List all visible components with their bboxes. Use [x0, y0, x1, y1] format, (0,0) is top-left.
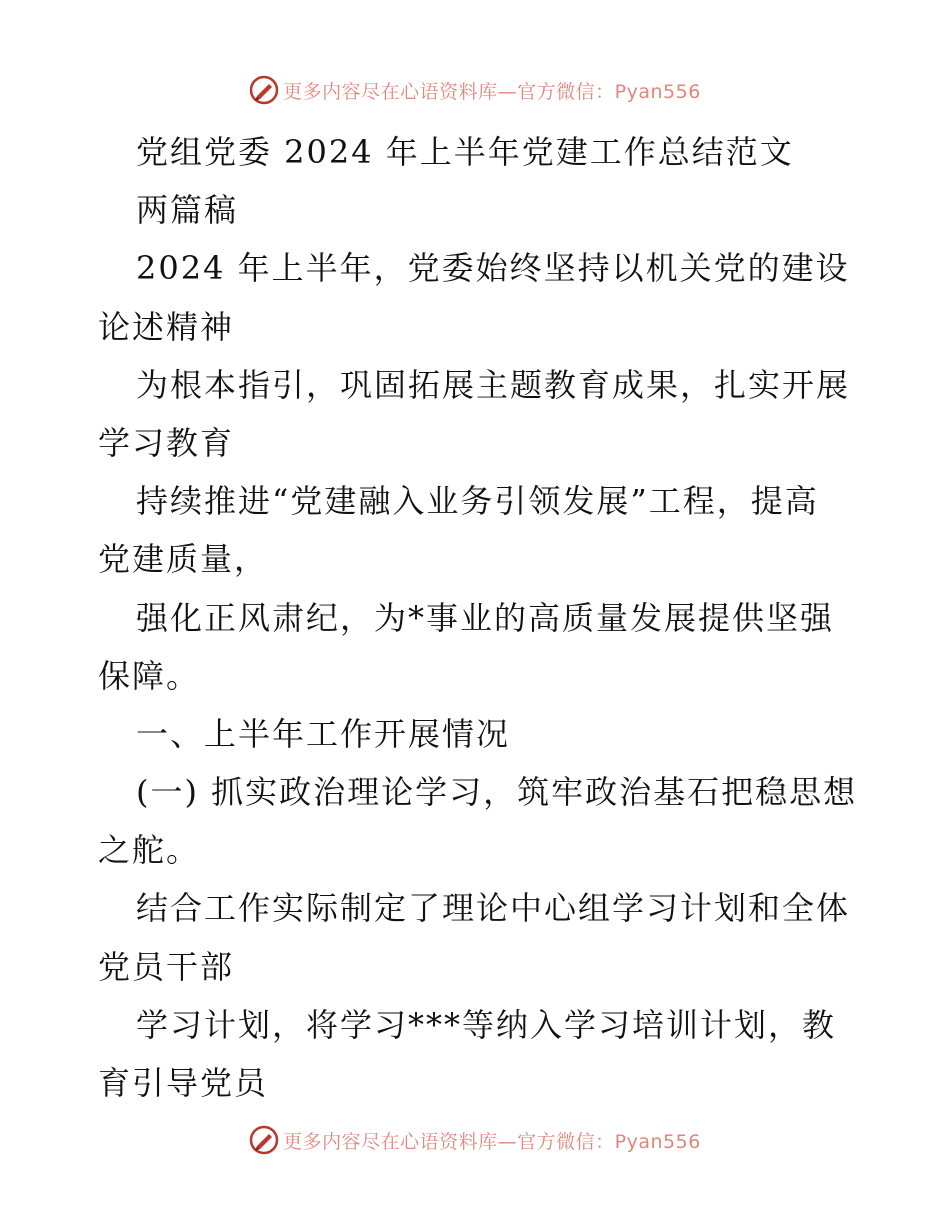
subsection-heading-cont: 之舵。 [98, 831, 201, 870]
paragraph-line: 党建质量， [98, 540, 269, 579]
doc-title-line-1: 党组党委 2024 年上半年党建工作总结范文 [136, 133, 794, 171]
header-watermark [0, 70, 950, 110]
paragraph-line: 学习计划，将学习***等纳入学习培训计划，教 [136, 1005, 837, 1044]
pen-logo-icon [249, 1125, 279, 1155]
paragraph-line: 持续推进“党建融入业务引领发展”工程，提高 [136, 482, 819, 521]
footer-watermark [0, 1120, 950, 1160]
subsection-heading: (一) 抓实政治理论学习，筑牢政治基石把稳思想 [136, 773, 858, 812]
paragraph-line: 育引导党员 [98, 1064, 269, 1102]
paragraph-line: 论述精神 [98, 307, 235, 346]
document-body [98, 123, 858, 1112]
paragraph-line: 为根本指引，巩固拓展主题教育成果，扎实开展 [136, 365, 851, 404]
paragraph-line: 强化正风肃纪，为*事业的高质量发展提供坚强 [136, 598, 835, 637]
paragraph-line: 结合工作实际制定了理论中心组学习计划和全体 [136, 889, 851, 928]
paragraph-line: 2024 年上半年，党委始终坚持以机关党的建设 [136, 249, 850, 288]
paragraph-line: 党员干部 [98, 947, 235, 986]
paragraph-line: 学习教育 [98, 423, 235, 462]
section-heading: 一、上半年工作开展情况 [136, 714, 511, 753]
watermark-text: 更多内容尽在心语资料库—官方微信：Pyan556 [283, 1130, 701, 1153]
watermark-text: 更多内容尽在心语资料库—官方微信：Pyan556 [283, 80, 701, 103]
doc-title-line-2: 两篇稿 [136, 191, 239, 230]
pen-logo-icon [249, 75, 279, 105]
paragraph-line: 保障。 [98, 656, 201, 695]
